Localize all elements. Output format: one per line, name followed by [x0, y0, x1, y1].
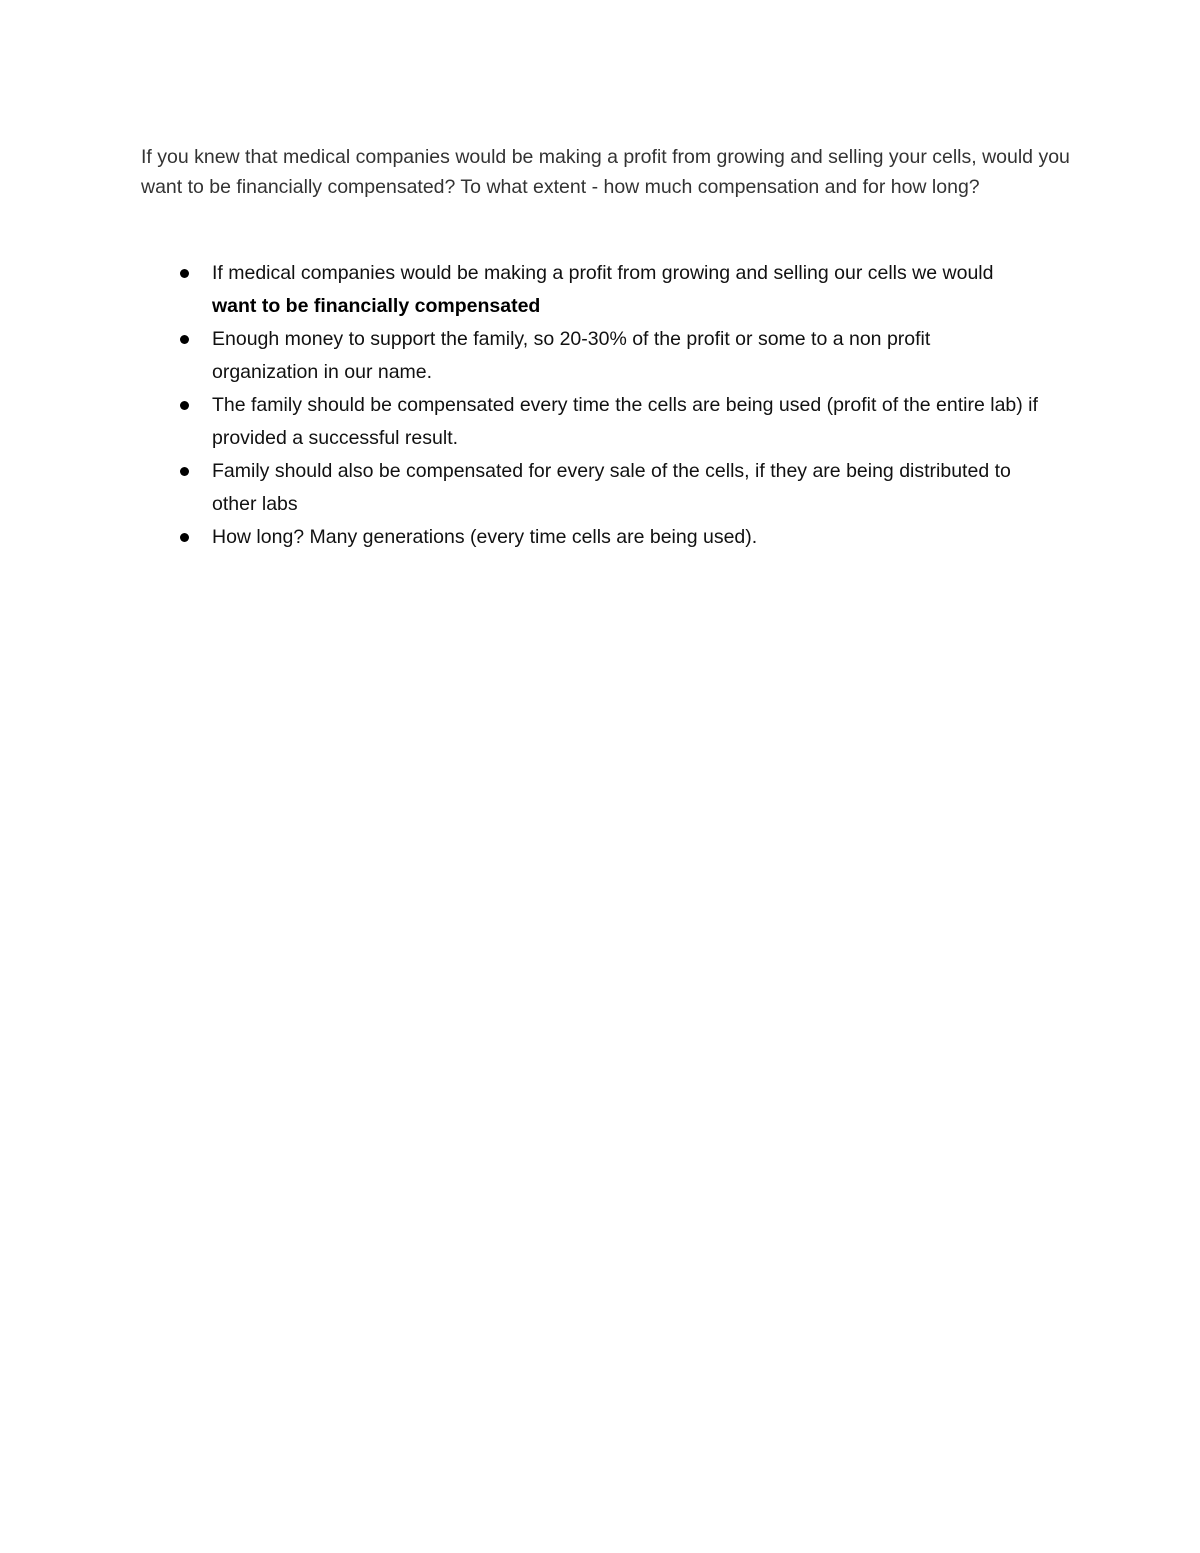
list-item [141, 455, 1041, 521]
answer-bold-text: want to be financially compensated [212, 295, 541, 317]
answer-text: Family should also be compensated for every sale of the cells, if they are being distributed to other labs [212, 460, 1011, 515]
bullet-icon [180, 533, 189, 542]
bullet-icon [180, 269, 189, 278]
list-item [141, 257, 1041, 323]
answer-text: If medical companies would be making a profit from growing and selling our cells we would [212, 262, 994, 284]
list-item [141, 389, 1041, 455]
list-item [141, 521, 1041, 554]
bullet-icon [180, 467, 189, 476]
bullet-icon [180, 335, 189, 344]
answer-text: How long? Many generations (every time cells are being used). [212, 526, 758, 548]
answer-list [141, 257, 1041, 554]
question-paragraph: If you knew that medical companies would be making a profit from growing and selling your cells, would you want to be financially compensated? To what extent - how much compensation and for how long? [141, 146, 1070, 198]
answer-text: Enough money to support the family, so 20-30% of the profit or some to a non profit organization in our name. [212, 328, 931, 383]
answer-text: The family should be compensated every time the cells are being used (profit of the entire lab) if provided a successful result. [212, 394, 1038, 449]
bullet-icon [180, 401, 189, 410]
list-item [141, 323, 1041, 389]
